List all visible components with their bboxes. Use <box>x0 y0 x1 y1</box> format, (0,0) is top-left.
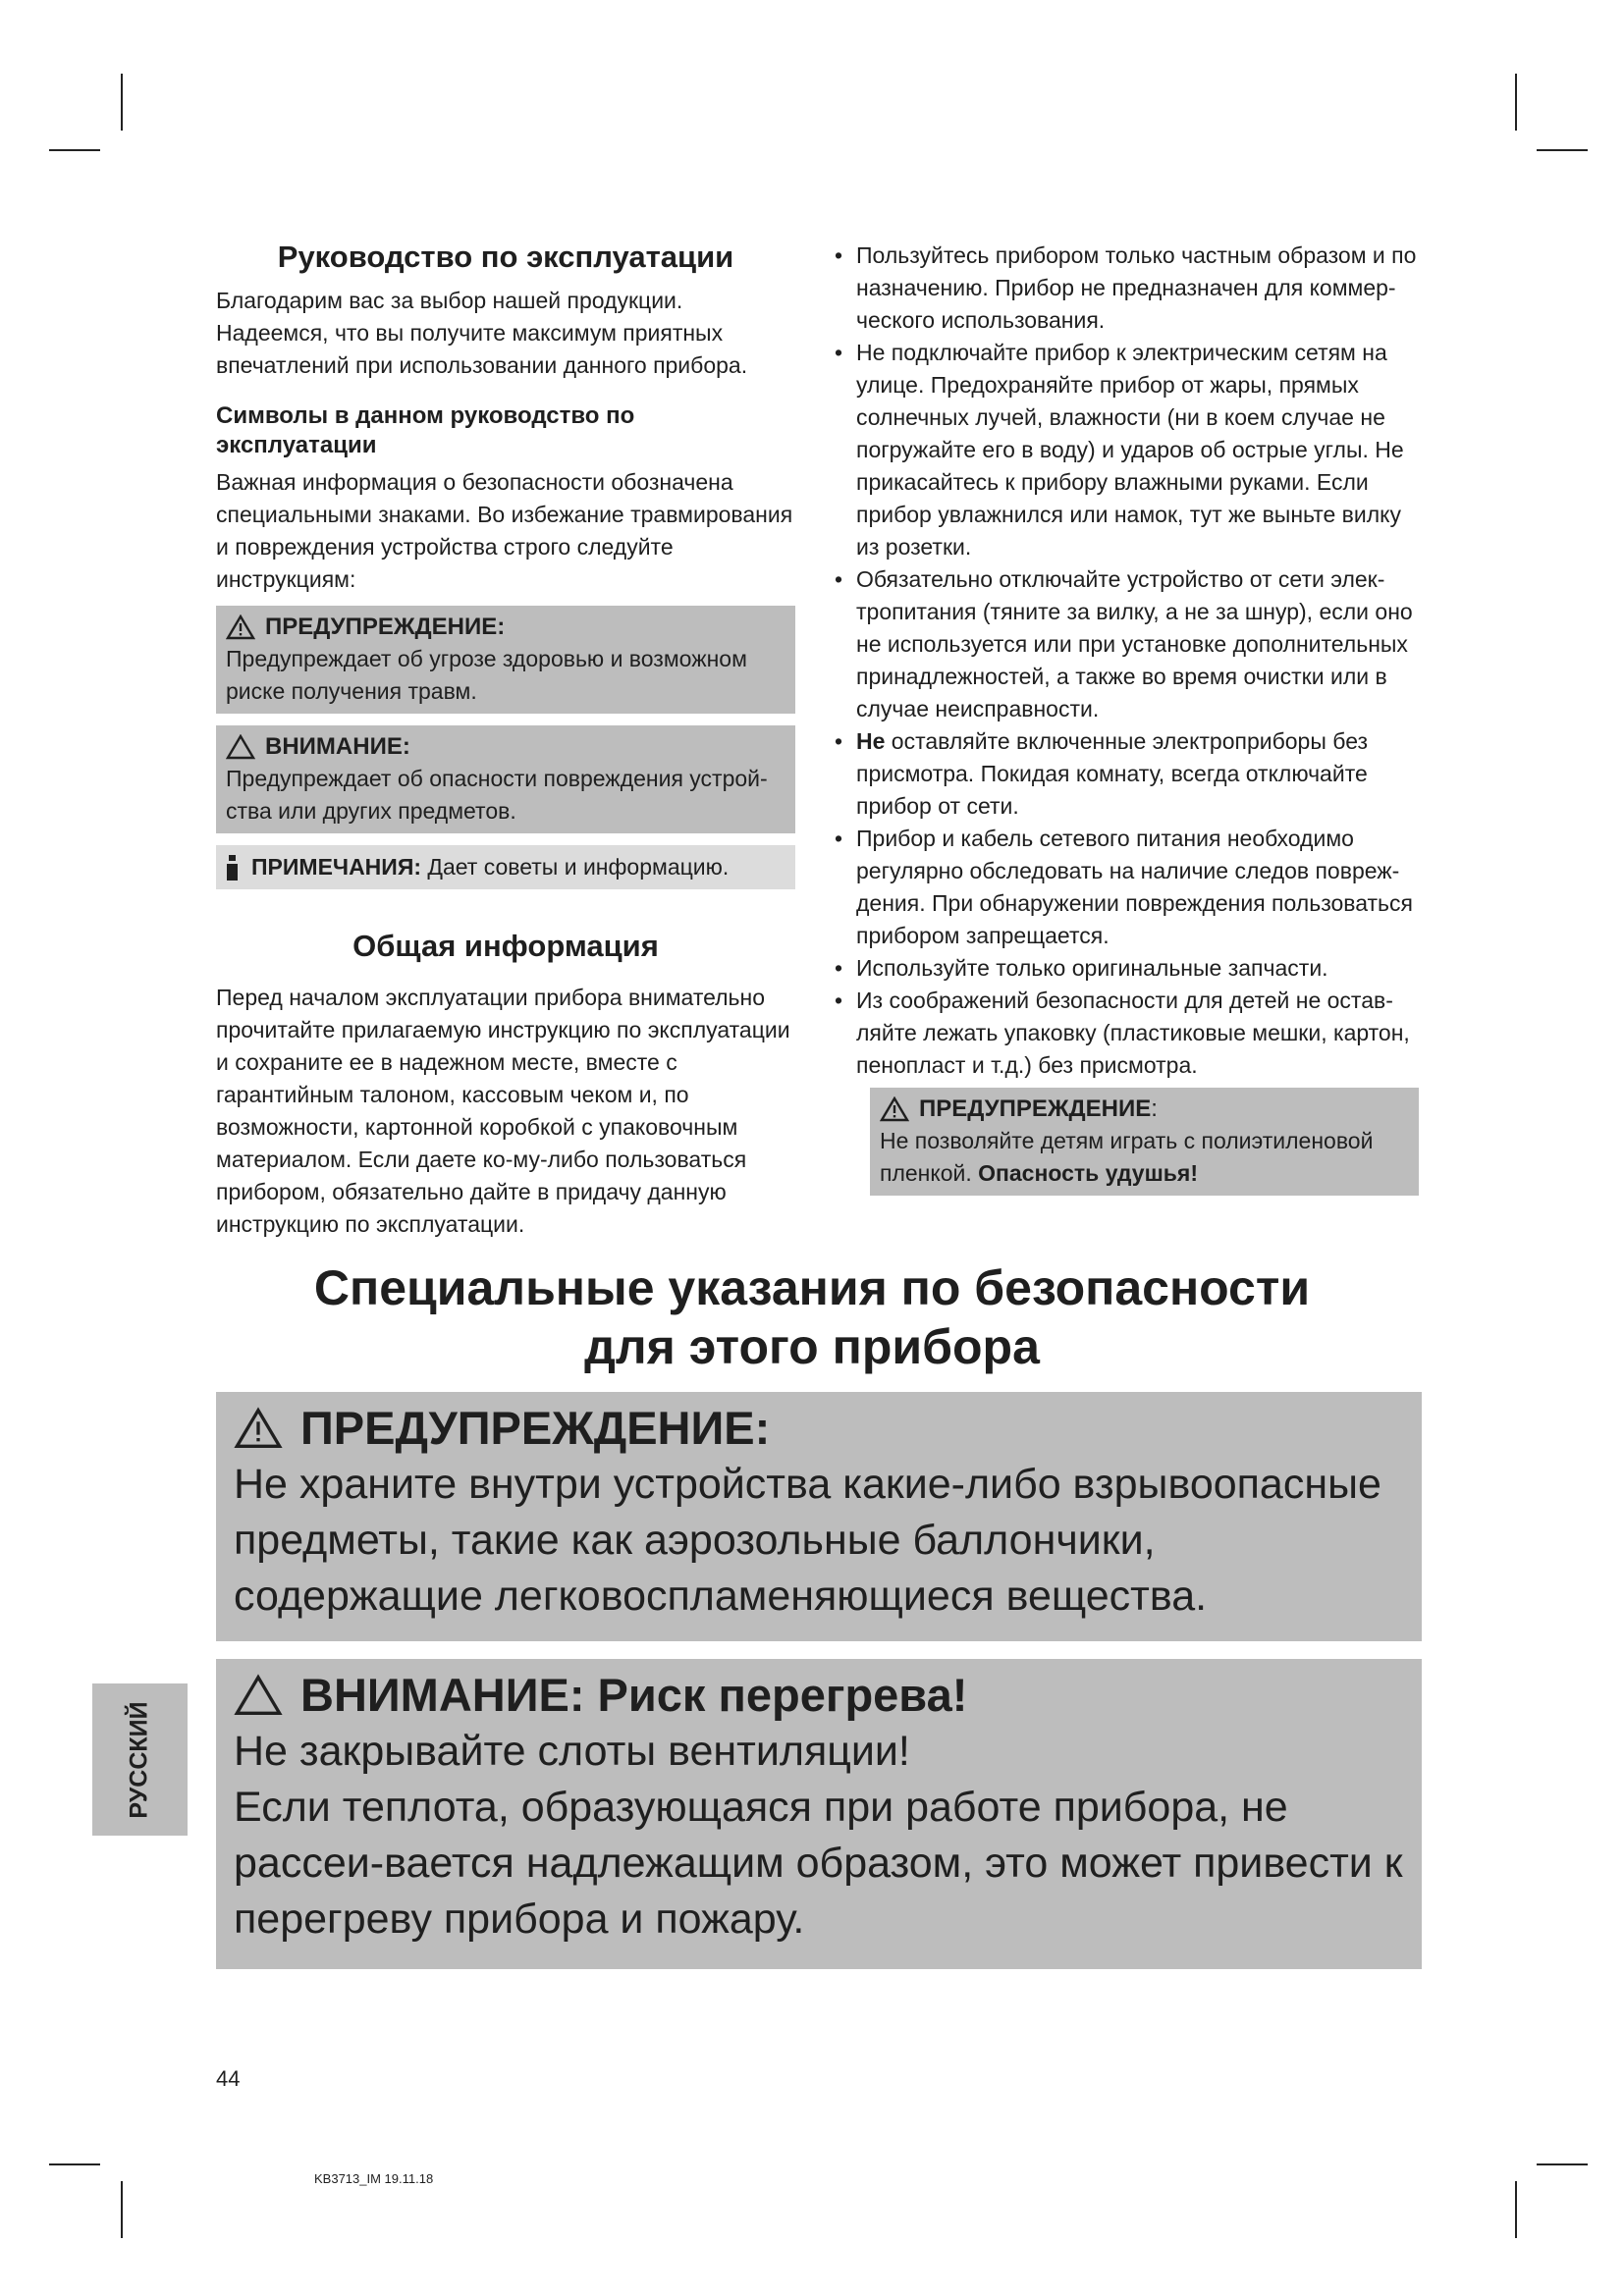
caution-triangle-icon <box>226 734 255 760</box>
warning-label: ПРЕДУПРЕЖДЕНИЕ: <box>265 614 506 640</box>
crop-mark <box>1515 74 1517 131</box>
child-warning-text: Не позволяйте детям играть с полиэтиленовой пленкой. Опасность удушья! <box>880 1128 1374 1186</box>
big-caution-box <box>216 1659 1422 1969</box>
crop-mark <box>121 74 123 131</box>
big-caution-text: Если теплота, образующаяся при работе прибора, не рассеи-вается надлежащим образом, это может привести к перегреву прибора и пожару. <box>234 1784 1403 1943</box>
caution-label: ВНИМАНИЕ: <box>265 733 410 760</box>
general-text: Перед началом эксплуатации прибора внимательно прочитайте прилагаемую инструкцию по эксплуатации и сохраните ее в надежном месте, вместе с гарантийным талоном, кассовым чеком и, по возможности, картонной коробкой с упаковочным материалом. Если даете ко-му-либо пользоваться прибором, обязательно дайте в придачу данную инструкцию по эксплуатации. <box>216 985 790 1237</box>
crop-mark <box>121 2181 123 2238</box>
note-text: Дает советы и информацию. <box>427 854 730 880</box>
language-label: РУССКИЙ <box>125 1701 153 1819</box>
warning-box <box>216 606 795 714</box>
caution-triangle-icon <box>234 1674 283 1717</box>
page-number: 44 <box>216 2066 241 2091</box>
big-caution-label: ВНИМАНИЕ: Риск перегрева! <box>300 1669 968 1721</box>
manual-title: Руководство по эксплуатации <box>277 240 734 274</box>
crop-mark <box>49 2163 100 2165</box>
caution-text: Предупреждает об опасности повреждения устрой-ства или других предметов. <box>226 766 768 824</box>
symbols-text: Важная информация о безопасности обозначена специальными знаками. Во избежание травмирования и повреждения устройства строго следуйте инструкциям: <box>216 469 793 592</box>
big-caution-line1: Не закрывайте слоты вентиляции! <box>234 1728 910 1775</box>
language-tab <box>92 1683 188 1836</box>
warning-triangle-icon <box>234 1407 283 1450</box>
warning-text: Предупреждает об угрозе здоровью и возможном риске получения травм. <box>226 646 747 704</box>
left-column <box>216 240 795 1241</box>
footer-code: KB3713_IM 19.11.18 <box>314 2171 434 2186</box>
crop-mark <box>1537 2163 1588 2165</box>
list-item: • Из соображений безопасности для детей не остав-ляйте лежать упаковку (пластиковые мешки, картон, пенопласт и т.д.) без присмотра. <box>835 985 1419 1082</box>
crop-mark <box>1537 149 1588 151</box>
warning-triangle-icon <box>880 1096 909 1122</box>
info-icon <box>226 855 238 881</box>
crop-mark <box>49 149 100 151</box>
list-item: • Не оставляйте включенные электроприборы без присмотра. Покидая комнату, всегда отключайте прибор от сети. <box>835 725 1419 823</box>
intro-text: Благодарим вас за выбор нашей продукции. Надеемся, что вы получите максимум приятных впечатлений при использовании данного прибора. <box>216 288 748 378</box>
child-warning-label: ПРЕДУПРЕЖДЕНИЕ <box>919 1095 1152 1122</box>
big-warning-label: ПРЕДУПРЕЖДЕНИЕ: <box>300 1402 771 1454</box>
main-title: Специальные указания по безопасности для этого прибора <box>313 1260 1311 1374</box>
list-item: • Используйте только оригинальные запчасти. <box>835 952 1419 985</box>
big-warning-text: Не храните внутри устройства какие-либо взрывоопасные предметы, такие как аэрозольные баллончики, содержащие легковоспламеняющиеся вещества. <box>234 1461 1381 1620</box>
child-warning-box: ПРЕДУПРЕЖДЕНИЕ : Не позволяйте детям играть с полиэтиленовой пленкой. Опасность удушья! <box>870 1088 1419 1196</box>
warning-triangle-icon <box>226 614 255 640</box>
list-item: • Не подключайте прибор к электрическим сетям на улице. Предохраняйте прибор от жары, прямых солнечных лучей, влажности (ни в коем случае не погружайте его в воду) и ударов об острые углы. Не прикасайтесь к прибору влажными руками. Если прибор увлажнился или намок, тут же выньте вилку из розетки. <box>835 337 1419 563</box>
note-label: ПРИМЕЧАНИЯ: <box>251 854 422 880</box>
safety-list <box>835 240 1419 1082</box>
crop-mark <box>1515 2181 1517 2238</box>
caution-box <box>216 725 795 833</box>
list-item: • Пользуйтесь прибором только частным образом и по назначению. Прибор не предназначен для коммер-ческого использования. <box>835 240 1419 337</box>
right-column <box>835 240 1419 1207</box>
general-title: Общая информация <box>352 929 659 963</box>
list-item: • Прибор и кабель сетевого питания необходимо регулярно обследовать на наличие следов повреж-дения. При обнаружении повреждения пользоваться прибором запрещается. <box>835 823 1419 952</box>
note-box <box>216 845 795 889</box>
symbols-heading: Символы в данном руководство по эксплуатации <box>216 402 635 458</box>
big-warning-box <box>216 1392 1422 1641</box>
list-item: • Обязательно отключайте устройство от сети элек-тропитания (тяните за вилку, а не за шнур), если оно не используется или при установке дополнительных принадлежностей, а также во время очистки или в случае неисправности. <box>835 563 1419 725</box>
